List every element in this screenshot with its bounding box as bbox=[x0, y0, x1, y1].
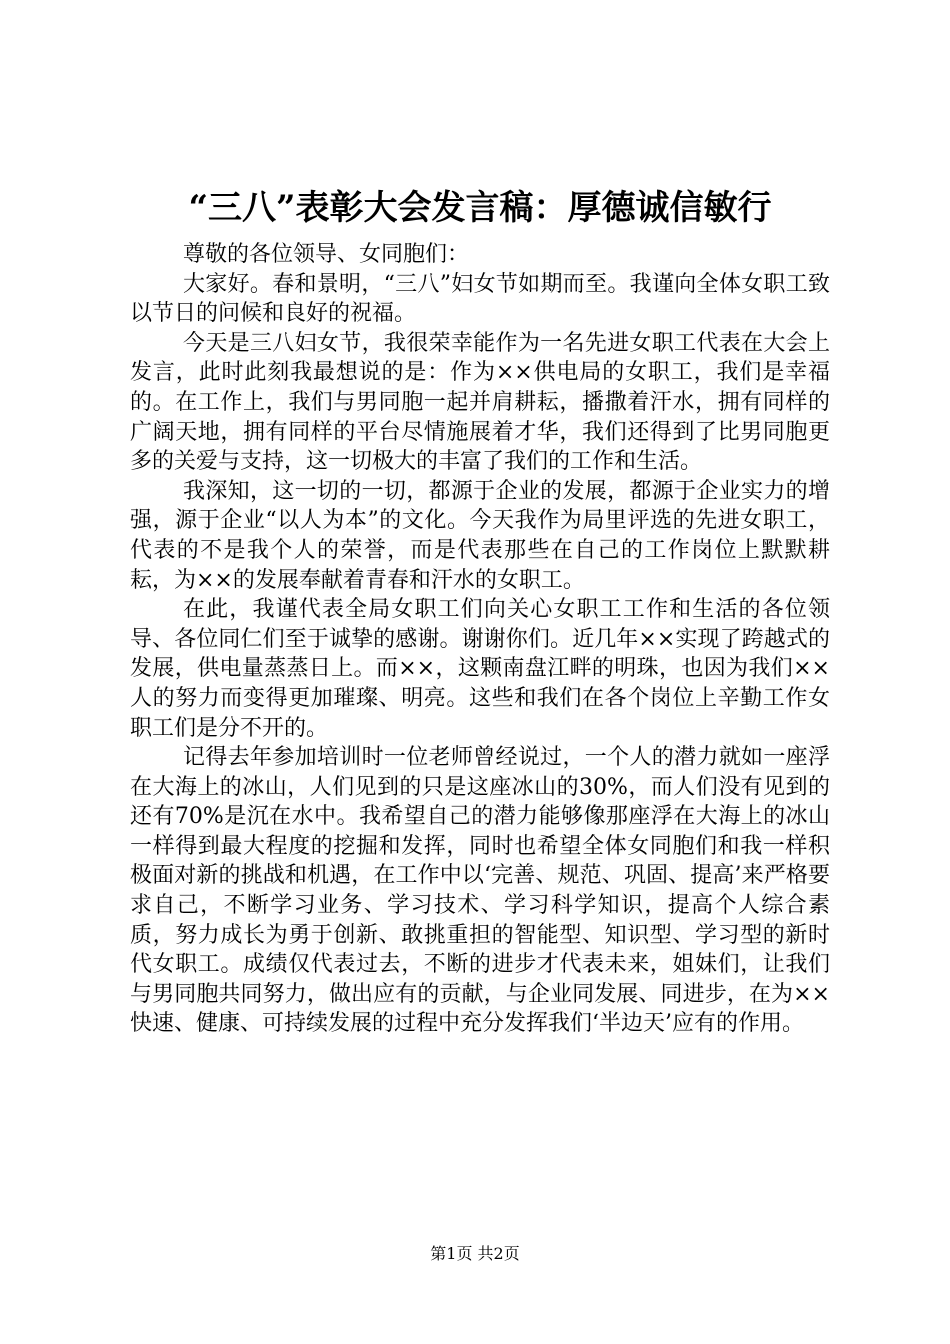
salutation-paragraph: 尊敬的各位领导、女同胞们： bbox=[183, 242, 470, 267]
body-paragraph: 大家好。春和景明，“三八”妇女节如期而至。我谨向全体女职工致以节日的问候和良好的祝福。 bbox=[130, 271, 830, 327]
document-page bbox=[130, 184, 830, 1039]
page-number-footer: 第1页 共2页 bbox=[430, 1244, 520, 1263]
body-paragraph: 今天是三八妇女节，我很荣幸能作为一名先进女职工代表在大会上发言，此时此刻我最想说的是：作为××供电局的女职工，我们是幸福的。在工作上，我们与男同胞一起并肩耕耘，播撒着汗水，拥有同样的广阔天地，拥有同样的平台尽情施展着才华，我们还得到了比男同胞更多的关爱与支持，这一切极大的丰富了我们的工作和生活。 bbox=[130, 330, 830, 475]
body-paragraph: 我深知，这一切的一切，都源于企业的发展，都源于企业实力的增强，源于企业“以人为本”的文化。今天我作为局里评选的先进女职工，代表的不是我个人的荣誉，而是代表那些在自己的工作岗位上默默耕耘，为××的发展奉献着青春和汗水的女职工。 bbox=[130, 478, 830, 593]
document-title: “三八”表彰大会发言稿：厚德诚信敏行 bbox=[188, 188, 772, 228]
body-paragraph: 记得去年参加培训时一位老师曾经说过，一个人的潜力就如一座浮在大海上的冰山，人们见到的只是这座冰山的30%，而人们没有见到的还有70%是沉在水中。我希望自己的潜力能够像那座浮在大海上的冰山一样得到最大程度的挖掘和发挥，同时也希望全体女同胞们和我一样积极面对新的挑战和机遇，在工作中以‘完善、规范、巩固、提高’来严格要求自己，不断学习业务、学习技术、学习科学知识，提高个人综合素质，努力成长为勇于创新、敢挑重担的智能型、知识型、学习型的新时代女职工。成绩仅代表过去，不断的进步才代表未来，姐妹们，让我们与男同胞共同努力，做出应有的贡献，与企业同发展、同进步，在为××快速、健康、可持续发展的过程中充分发挥我们‘半边天’应有的作用。 bbox=[130, 745, 830, 1037]
body-paragraph: 在此，我谨代表全局女职工们向关心女职工工作和生活的各位领导、各位同仁们至于诚挚的感谢。谢谢你们。近几年××实现了跨越式的发展，供电量蒸蒸日上。而××，这颗南盘江畔的明珠，也因为我们××人的努力而变得更加璀璨、明亮。这些和我们在各个岗位上辛勤工作女职工们是分不开的。 bbox=[130, 597, 830, 741]
